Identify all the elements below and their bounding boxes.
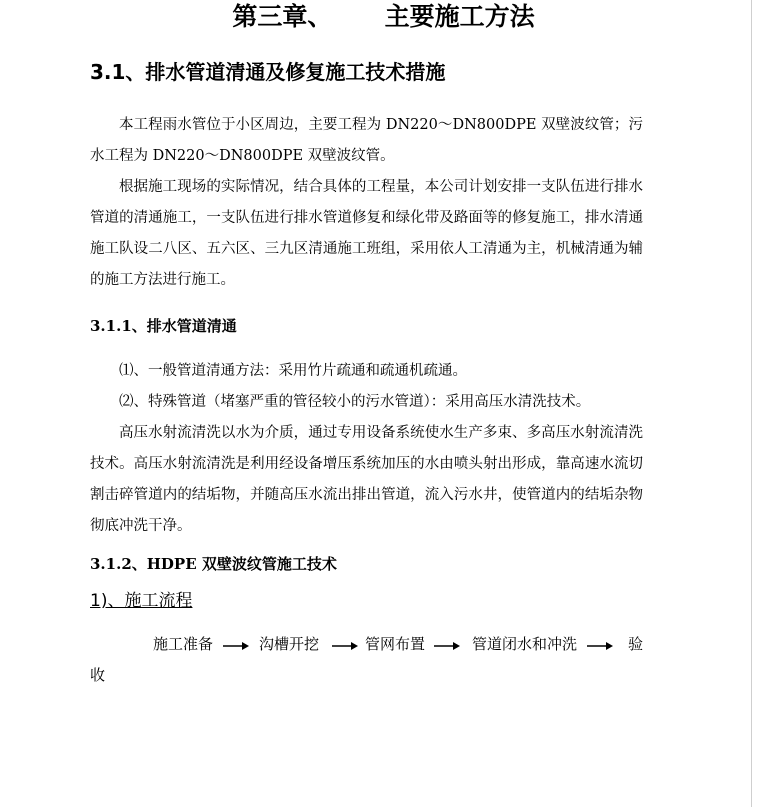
flow-step-preparation: 施工准备 — [153, 635, 214, 653]
arrow-right-icon — [331, 629, 359, 659]
subsection-title-pipe-dredging: 3.1.1、排水管道清通 — [90, 317, 237, 335]
arrow-right-icon — [586, 629, 614, 659]
flow-step-trenching: 沟槽开挖 — [259, 635, 320, 653]
construction-flow — [90, 629, 643, 691]
arrow-right-icon — [433, 629, 461, 659]
flow-step-acceptance-start: 验 — [628, 635, 644, 653]
paragraph-construction-plan: 根据施工现场的实际情况，结合具体的工程量，本公司计划安排一支队伍进行排水管道的清通施工，一支队伍进行排水管道修复和绿化带及路面等的修复施工，排水清通施工队设二八区、五六区、三九区清通施工班组，采用依人工清通为主，机械清通为辅的施工方法进行施工。 — [90, 179, 643, 288]
section-title: 3.1、排水管道清通及修复施工技术措施 — [90, 60, 446, 84]
list-item-general-dredging: ⑴、一般管道清通方法：采用竹片疏通和疏通机疏通。 — [119, 363, 467, 379]
list-item-special-pipes: ⑵、特殊管道（堵塞严重的管径较小的污水管道）：采用高压水清洗技术。 — [119, 394, 591, 410]
flow-step-closed-water-test: 管道闭水和冲洗 — [472, 635, 578, 653]
chapter-title: 第三章、 主要施工方法 — [232, 2, 535, 31]
step-title-construction-flow: 1)、施工流程 — [90, 591, 193, 611]
paragraph-high-pressure-jet: 高压水射流清洗以水为介质，通过专用设备系统使水生产多束、多高压水射流清洗技术。高压水射流清洗是利用经设备增压系统加压的水由喷头射出形成，靠高速水流切割击碎管道内的结垢物，并随高压水流出排出管道，流入污水井，使管道内的结垢杂物彻底冲洗干净。 — [90, 425, 643, 534]
paragraph-drainage-overview: 本工程雨水管位于小区周边，主要工程为 DN220～DN800DPE 双壁波纹管；污水工程为 DN220～DN800DPE 双壁波纹管。 — [90, 117, 643, 164]
subsection-title-hdpe: 3.1.2、HDPE 双壁波纹管施工技术 — [90, 555, 337, 573]
page-edge-line — [751, 0, 752, 807]
flow-step-network-layout: 管网布置 — [365, 635, 426, 653]
arrow-right-icon — [222, 629, 250, 659]
flow-step-acceptance-end: 收 — [90, 666, 106, 684]
